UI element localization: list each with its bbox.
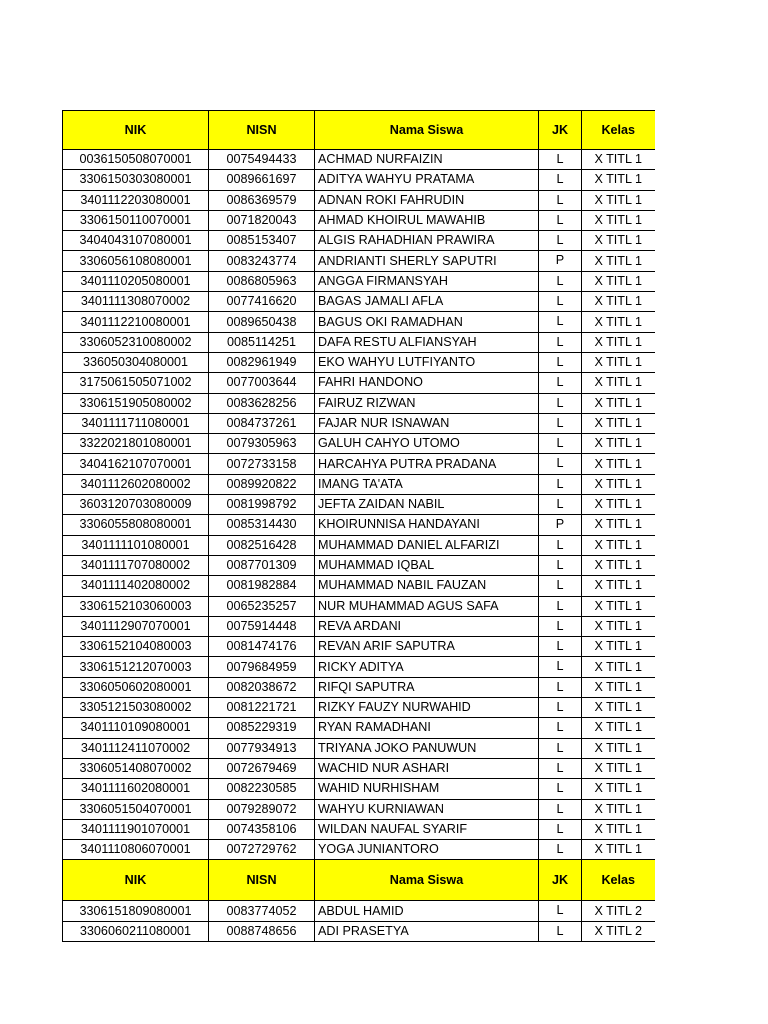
cell-nama-siswa[interactable]: TRIYANA JOKO PANUWUN (315, 738, 539, 758)
table-row[interactable] (63, 637, 655, 657)
cell-nisn[interactable]: 0083774052 (209, 901, 315, 921)
cell-nisn[interactable]: 0079289072 (209, 799, 315, 819)
table-row[interactable] (63, 190, 655, 210)
header-nisn[interactable]: NISN (209, 860, 315, 901)
cell-nama-siswa[interactable]: GALUH CAHYO UTOMO (315, 434, 539, 454)
cell-nisn[interactable]: 0075494433 (209, 150, 315, 170)
cell-nisn[interactable]: 0077934913 (209, 738, 315, 758)
cell-kelas[interactable]: X TITL 1 (582, 312, 655, 332)
table-row[interactable] (63, 332, 655, 352)
cell-kelas[interactable]: X TITL 1 (582, 657, 655, 677)
header-row-class-1 (63, 111, 655, 150)
cell-nisn[interactable]: 0077416620 (209, 292, 315, 312)
cell-nisn[interactable]: 0083628256 (209, 393, 315, 413)
cell-nik[interactable]: 3306051504070001 (63, 799, 209, 819)
header-nik[interactable]: NIK (63, 860, 209, 901)
cell-kelas[interactable]: X TITL 2 (582, 921, 655, 941)
cell-nik[interactable]: 3306152103060003 (63, 596, 209, 616)
cell-nama-siswa[interactable]: FAIRUZ RIZWAN (315, 393, 539, 413)
cell-nik[interactable]: 3306051408070002 (63, 758, 209, 778)
cell-jk[interactable]: L (539, 373, 582, 393)
cell-nik[interactable]: 3401112203080001 (63, 190, 209, 210)
table-row[interactable] (63, 515, 655, 535)
table-row[interactable] (63, 616, 655, 636)
table-row[interactable] (63, 413, 655, 433)
cell-kelas[interactable]: X TITL 1 (582, 150, 655, 170)
cell-jk[interactable]: L (539, 413, 582, 433)
header-kelas[interactable]: Kelas (582, 860, 655, 901)
cell-kelas[interactable]: X TITL 1 (582, 332, 655, 352)
table-row[interactable] (63, 312, 655, 332)
table-row[interactable] (63, 840, 655, 860)
header-row-class-2 (63, 860, 655, 901)
table-row[interactable] (63, 677, 655, 697)
table-row[interactable] (63, 373, 655, 393)
cell-kelas[interactable]: X TITL 1 (582, 637, 655, 657)
cell-nik[interactable]: 3401112907070001 (63, 616, 209, 636)
table-row[interactable] (63, 901, 655, 921)
cell-nama-siswa[interactable]: MUHAMMAD DANIEL ALFARIZI (315, 535, 539, 555)
cell-nik[interactable]: 3306150110070001 (63, 210, 209, 230)
cell-kelas[interactable]: X TITL 1 (582, 210, 655, 230)
student-table (62, 110, 655, 942)
cell-nisn[interactable]: 0089661697 (209, 170, 315, 190)
cell-nisn[interactable]: 0082961949 (209, 352, 315, 372)
cell-nik[interactable]: 3306050602080001 (63, 677, 209, 697)
cell-nisn[interactable]: 0081998792 (209, 495, 315, 515)
cell-jk[interactable]: L (539, 657, 582, 677)
cell-jk[interactable]: L (539, 292, 582, 312)
cell-nisn[interactable]: 0065235257 (209, 596, 315, 616)
cell-nik[interactable]: 3401112411070002 (63, 738, 209, 758)
header-nik[interactable]: NIK (63, 111, 209, 150)
cell-jk[interactable]: L (539, 231, 582, 251)
table-row[interactable] (63, 352, 655, 372)
cell-jk[interactable]: L (539, 495, 582, 515)
cell-nisn[interactable]: 0072679469 (209, 758, 315, 778)
cell-nik[interactable]: 3306060211080001 (63, 921, 209, 941)
cell-jk[interactable]: L (539, 901, 582, 921)
table-row[interactable] (63, 718, 655, 738)
cell-jk[interactable]: L (539, 738, 582, 758)
cell-nama-siswa[interactable]: BAGAS JAMALI AFLA (315, 292, 539, 312)
cell-nisn[interactable]: 0072729762 (209, 840, 315, 860)
cell-jk[interactable]: L (539, 271, 582, 291)
cell-kelas[interactable]: X TITL 1 (582, 840, 655, 860)
cell-kelas[interactable]: X TITL 1 (582, 474, 655, 494)
cell-nisn[interactable]: 0087701309 (209, 555, 315, 575)
cell-nama-siswa[interactable]: ALGIS RAHADHIAN PRAWIRA (315, 231, 539, 251)
cell-jk[interactable]: L (539, 819, 582, 839)
cell-nisn[interactable]: 0084737261 (209, 413, 315, 433)
cell-jk[interactable]: L (539, 352, 582, 372)
cell-nama-siswa[interactable]: MUHAMMAD IQBAL (315, 555, 539, 575)
table-row[interactable] (63, 150, 655, 170)
cell-kelas[interactable]: X TITL 1 (582, 819, 655, 839)
cell-nisn[interactable]: 0083243774 (209, 251, 315, 271)
table-row[interactable] (63, 657, 655, 677)
cell-jk[interactable]: L (539, 474, 582, 494)
cell-kelas[interactable]: X TITL 1 (582, 190, 655, 210)
cell-nik[interactable]: 3306151905080002 (63, 393, 209, 413)
cell-nama-siswa[interactable]: KHOIRUNNISA HANDAYANI (315, 515, 539, 535)
cell-jk[interactable]: L (539, 718, 582, 738)
cell-nik[interactable]: 3306150303080001 (63, 170, 209, 190)
table-row[interactable] (63, 231, 655, 251)
table-row[interactable] (63, 738, 655, 758)
cell-kelas[interactable]: X TITL 1 (582, 555, 655, 575)
cell-kelas[interactable]: X TITL 1 (582, 495, 655, 515)
cell-nik[interactable]: 3306151212070003 (63, 657, 209, 677)
cell-jk[interactable]: L (539, 779, 582, 799)
student-list-sheet (62, 110, 654, 942)
cell-kelas[interactable]: X TITL 1 (582, 738, 655, 758)
cell-nik[interactable]: 3306055808080001 (63, 515, 209, 535)
cell-nama-siswa[interactable]: ANDRIANTI SHERLY SAPUTRI (315, 251, 539, 271)
cell-jk[interactable]: L (539, 454, 582, 474)
cell-jk[interactable]: P (539, 251, 582, 271)
cell-nik[interactable]: 3404162107070001 (63, 454, 209, 474)
cell-nisn[interactable]: 0085114251 (209, 332, 315, 352)
cell-jk[interactable]: L (539, 150, 582, 170)
cell-nama-siswa[interactable]: REVA ARDANI (315, 616, 539, 636)
cell-kelas[interactable]: X TITL 1 (582, 393, 655, 413)
cell-nama-siswa[interactable]: ADI PRASETYA (315, 921, 539, 941)
table-row[interactable] (63, 170, 655, 190)
cell-nama-siswa[interactable]: RICKY ADITYA (315, 657, 539, 677)
cell-jk[interactable]: L (539, 677, 582, 697)
table-row[interactable] (63, 799, 655, 819)
cell-nik[interactable]: 3401112210080001 (63, 312, 209, 332)
cell-nik[interactable]: 336050304080001 (63, 352, 209, 372)
cell-jk[interactable]: L (539, 210, 582, 230)
table-row[interactable] (63, 819, 655, 839)
table-row[interactable] (63, 251, 655, 271)
table-row[interactable] (63, 271, 655, 291)
cell-nama-siswa[interactable]: RIFQI SAPUTRA (315, 677, 539, 697)
cell-nisn[interactable]: 0086805963 (209, 271, 315, 291)
table-row[interactable] (63, 495, 655, 515)
cell-nama-siswa[interactable]: WAHID NURHISHAM (315, 779, 539, 799)
cell-nik[interactable]: 3401111101080001 (63, 535, 209, 555)
cell-nik[interactable]: 3401111901070001 (63, 819, 209, 839)
cell-jk[interactable]: L (539, 616, 582, 636)
cell-nama-siswa[interactable]: BAGUS OKI RAMADHAN (315, 312, 539, 332)
cell-nik[interactable]: 3401110205080001 (63, 271, 209, 291)
cell-nisn[interactable]: 0082516428 (209, 535, 315, 555)
cell-kelas[interactable]: X TITL 1 (582, 292, 655, 312)
table-row[interactable] (63, 454, 655, 474)
cell-nik[interactable]: 3306056108080001 (63, 251, 209, 271)
cell-jk[interactable]: L (539, 637, 582, 657)
cell-kelas[interactable]: X TITL 1 (582, 271, 655, 291)
cell-nama-siswa[interactable]: DAFA RESTU ALFIANSYAH (315, 332, 539, 352)
cell-nik[interactable]: 3401112602080002 (63, 474, 209, 494)
cell-jk[interactable]: L (539, 190, 582, 210)
cell-jk[interactable]: L (539, 921, 582, 941)
cell-jk[interactable]: L (539, 799, 582, 819)
cell-kelas[interactable]: X TITL 1 (582, 454, 655, 474)
table-row[interactable] (63, 434, 655, 454)
cell-nama-siswa[interactable]: FAJAR NUR ISNAWAN (315, 413, 539, 433)
cell-jk[interactable]: L (539, 576, 582, 596)
cell-nisn[interactable]: 0089920822 (209, 474, 315, 494)
table-row[interactable] (63, 596, 655, 616)
cell-nama-siswa[interactable]: AHMAD KHOIRUL MAWAHIB (315, 210, 539, 230)
cell-nik[interactable]: 3603120703080009 (63, 495, 209, 515)
header-jk[interactable]: JK (539, 111, 582, 150)
cell-jk[interactable]: L (539, 555, 582, 575)
cell-jk[interactable]: L (539, 170, 582, 190)
cell-nisn[interactable]: 0075914448 (209, 616, 315, 636)
cell-nisn[interactable]: 0088748656 (209, 921, 315, 941)
table-row[interactable] (63, 292, 655, 312)
cell-kelas[interactable]: X TITL 1 (582, 799, 655, 819)
cell-nisn[interactable]: 0081982884 (209, 576, 315, 596)
cell-kelas[interactable]: X TITL 1 (582, 231, 655, 251)
cell-nisn[interactable]: 0074358106 (209, 819, 315, 839)
cell-nisn[interactable]: 0089650438 (209, 312, 315, 332)
cell-kelas[interactable]: X TITL 1 (582, 251, 655, 271)
cell-nama-siswa[interactable]: ANGGA FIRMANSYAH (315, 271, 539, 291)
cell-kelas[interactable]: X TITL 1 (582, 779, 655, 799)
header-nama-siswa[interactable]: Nama Siswa (315, 111, 539, 150)
cell-jk[interactable]: L (539, 596, 582, 616)
student-table-body (63, 111, 655, 942)
header-kelas[interactable]: Kelas (582, 111, 655, 150)
table-row[interactable] (63, 576, 655, 596)
cell-jk[interactable]: L (539, 698, 582, 718)
header-jk[interactable]: JK (539, 860, 582, 901)
cell-nisn[interactable]: 0079684959 (209, 657, 315, 677)
cell-jk[interactable]: L (539, 840, 582, 860)
cell-nik[interactable]: 3404043107080001 (63, 231, 209, 251)
cell-jk[interactable]: L (539, 758, 582, 778)
cell-kelas[interactable]: X TITL 1 (582, 616, 655, 636)
table-row[interactable] (63, 555, 655, 575)
cell-nik[interactable]: 3401111711080001 (63, 413, 209, 433)
table-row[interactable] (63, 474, 655, 494)
cell-kelas[interactable]: X TITL 1 (582, 352, 655, 372)
cell-jk[interactable]: L (539, 393, 582, 413)
cell-kelas[interactable]: X TITL 1 (582, 535, 655, 555)
cell-jk[interactable]: P (539, 515, 582, 535)
cell-nik[interactable]: 3306052310080002 (63, 332, 209, 352)
cell-kelas[interactable]: X TITL 1 (582, 434, 655, 454)
cell-nama-siswa[interactable]: YOGA JUNIANTORO (315, 840, 539, 860)
cell-nik[interactable]: 3306152104080003 (63, 637, 209, 657)
table-row[interactable] (63, 393, 655, 413)
cell-nama-siswa[interactable]: REVAN ARIF SAPUTRA (315, 637, 539, 657)
cell-nisn[interactable]: 0081474176 (209, 637, 315, 657)
cell-nik[interactable]: 3401111602080001 (63, 779, 209, 799)
cell-nisn[interactable]: 0085153407 (209, 231, 315, 251)
cell-kelas[interactable]: X TITL 1 (582, 596, 655, 616)
cell-kelas[interactable]: X TITL 1 (582, 413, 655, 433)
cell-nama-siswa[interactable]: ADITYA WAHYU PRATAMA (315, 170, 539, 190)
cell-nama-siswa[interactable]: HARCAHYA PUTRA PRADANA (315, 454, 539, 474)
cell-nama-siswa[interactable]: RIZKY FAUZY NURWAHID (315, 698, 539, 718)
cell-nisn[interactable]: 0072733158 (209, 454, 315, 474)
cell-nisn[interactable]: 0079305963 (209, 434, 315, 454)
cell-nik[interactable]: 3401110806070001 (63, 840, 209, 860)
cell-kelas[interactable]: X TITL 1 (582, 718, 655, 738)
cell-kelas[interactable]: X TITL 1 (582, 373, 655, 393)
table-row[interactable] (63, 698, 655, 718)
cell-nisn[interactable]: 0085314430 (209, 515, 315, 535)
cell-kelas[interactable]: X TITL 1 (582, 677, 655, 697)
cell-nama-siswa[interactable]: WILDAN NAUFAL SYARIF (315, 819, 539, 839)
cell-nama-siswa[interactable]: JEFTA ZAIDAN NABIL (315, 495, 539, 515)
cell-jk[interactable]: L (539, 434, 582, 454)
cell-nik[interactable]: 3401111707080002 (63, 555, 209, 575)
cell-nama-siswa[interactable]: FAHRI HANDONO (315, 373, 539, 393)
cell-kelas[interactable]: X TITL 1 (582, 576, 655, 596)
cell-nisn[interactable]: 0085229319 (209, 718, 315, 738)
cell-jk[interactable]: L (539, 312, 582, 332)
cell-nama-siswa[interactable]: RYAN RAMADHANI (315, 718, 539, 738)
header-nisn[interactable]: NISN (209, 111, 315, 150)
table-row[interactable] (63, 535, 655, 555)
cell-nisn[interactable]: 0086369579 (209, 190, 315, 210)
cell-nik[interactable]: 3306151809080001 (63, 901, 209, 921)
cell-nisn[interactable]: 0081221721 (209, 698, 315, 718)
cell-nik[interactable]: 0036150508070001 (63, 150, 209, 170)
cell-kelas[interactable]: X TITL 1 (582, 758, 655, 778)
cell-nik[interactable]: 3175061505071002 (63, 373, 209, 393)
cell-kelas[interactable]: X TITL 1 (582, 698, 655, 718)
cell-nama-siswa[interactable]: ADNAN ROKI FAHRUDIN (315, 190, 539, 210)
cell-kelas[interactable]: X TITL 1 (582, 515, 655, 535)
table-row[interactable] (63, 758, 655, 778)
table-row[interactable] (63, 921, 655, 941)
cell-nama-siswa[interactable]: NUR MUHAMMAD AGUS SAFA (315, 596, 539, 616)
cell-nama-siswa[interactable]: ACHMAD NURFAIZIN (315, 150, 539, 170)
cell-nisn[interactable]: 0077003644 (209, 373, 315, 393)
cell-jk[interactable]: L (539, 535, 582, 555)
cell-kelas[interactable]: X TITL 2 (582, 901, 655, 921)
cell-nisn[interactable]: 0071820043 (209, 210, 315, 230)
cell-nik[interactable]: 3401110109080001 (63, 718, 209, 738)
cell-nama-siswa[interactable]: EKO WAHYU LUTFIYANTO (315, 352, 539, 372)
cell-nik[interactable]: 3305121503080002 (63, 698, 209, 718)
cell-jk[interactable]: L (539, 332, 582, 352)
cell-kelas[interactable]: X TITL 1 (582, 170, 655, 190)
cell-nik[interactable]: 3401111308070002 (63, 292, 209, 312)
cell-nama-siswa[interactable]: MUHAMMAD NABIL FAUZAN (315, 576, 539, 596)
cell-nik[interactable]: 3401111402080002 (63, 576, 209, 596)
table-row[interactable] (63, 210, 655, 230)
cell-nama-siswa[interactable]: ABDUL HAMID (315, 901, 539, 921)
table-row[interactable] (63, 779, 655, 799)
cell-nama-siswa[interactable]: WACHID NUR ASHARI (315, 758, 539, 778)
cell-nik[interactable]: 3322021801080001 (63, 434, 209, 454)
header-nama-siswa[interactable]: Nama Siswa (315, 860, 539, 901)
cell-nisn[interactable]: 0082038672 (209, 677, 315, 697)
cell-nama-siswa[interactable]: IMANG TA'ATA (315, 474, 539, 494)
cell-nama-siswa[interactable]: WAHYU KURNIAWAN (315, 799, 539, 819)
cell-nisn[interactable]: 0082230585 (209, 779, 315, 799)
